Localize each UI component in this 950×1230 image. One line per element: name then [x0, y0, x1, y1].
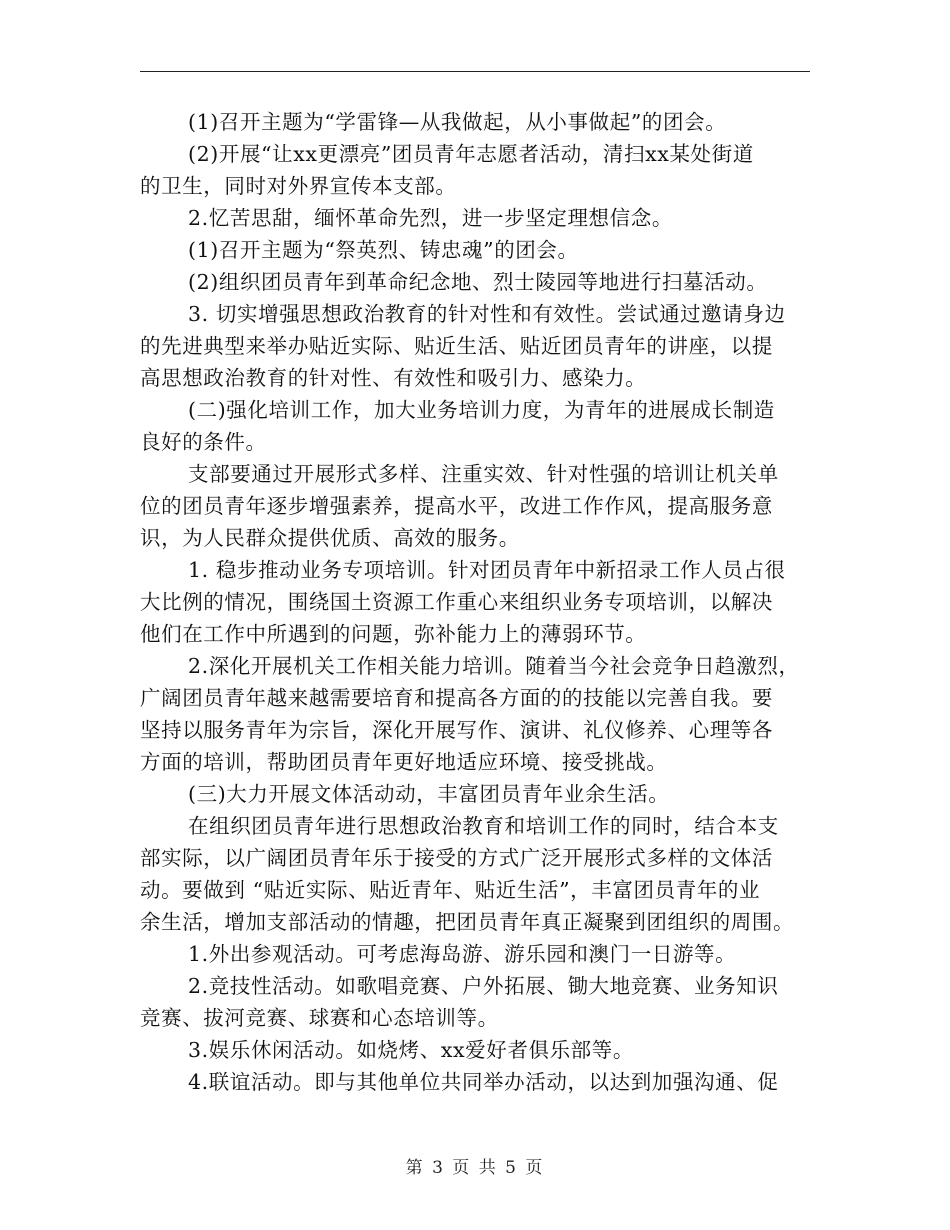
text-line: 2.忆苦思甜，缅怀革命先烈，进一步坚定理想信念。 [188, 206, 673, 230]
text-line: 大比例的情况，围绕国土资源工作重心来组织业务专项培训，以解决 [140, 590, 773, 614]
text-line: 2.深化开展机关工作相关能力培训。随着当今社会竞争日趋激烈， [188, 654, 800, 678]
text-line: 部实际，以广阔团员青年乐于接受的方式广泛开展形式多样的文体活 [140, 846, 773, 870]
text-line: 在组织团员青年进行思想政治教育和培训工作的同时，结合本支 [188, 814, 779, 838]
text-line: 的先进典型来举办贴近实际、贴近生活、贴近团员青年的讲座，以提 [140, 334, 773, 358]
text-line: 他们在工作中所遇到的问题，弥补能力上的薄弱环节。 [140, 622, 647, 646]
text-line: 支部要通过开展形式多样、注重实效、针对性强的培训让机关单 [188, 462, 779, 486]
document-body [140, 106, 812, 1098]
text-line: 的卫生，同时对外界宣传本支部。 [140, 174, 457, 198]
text-line: (1)召开主题为“祭英烈、铸忠魂”的团会。 [188, 238, 579, 262]
page-number-footer: 第 3 页 共 5 页 [405, 1158, 545, 1178]
header-rule [140, 71, 810, 72]
text-line: 方面的培训，帮助团员青年更好地适应环境、接受挑战。 [140, 750, 668, 774]
text-line: 广阔团员青年越来越需要培育和提高各方面的的技能以完善自我。要 [140, 686, 773, 710]
text-line: 3. 切实增强思想政治教育的针对性和有效性。尝试通过邀请身边 [188, 302, 786, 326]
text-line: (二)强化培训工作，加大业务培训力度，为青年的进展成长制造 [188, 398, 775, 422]
text-line: 竞赛、拔河竞赛、球赛和心态培训等。 [140, 1006, 499, 1030]
text-line: 动。要做到 “贴近实际、贴近青年、贴近生活”，丰富团员青年的业 [140, 878, 761, 902]
text-line: (1)召开主题为“学雷锋—从我做起，从小事做起”的团会。 [188, 110, 727, 134]
text-line: 良好的条件。 [140, 430, 267, 454]
text-line: (2)开展“让xx更漂亮”团员青年志愿者活动，清扫xx某处街道 [188, 142, 754, 166]
text-line: 1.外出参观活动。可考虑海岛游、游乐园和澳门一日游等。 [188, 942, 737, 966]
text-line: 余生活，增加支部活动的情趣，把团员青年真正凝聚到团组织的周围。 [140, 910, 795, 934]
text-line: 坚持以服务青年为宗旨，深化开展写作、演讲、礼仪修养、心理等各 [140, 718, 773, 742]
text-line: 识，为人民群众提供优质、高效的服务。 [140, 526, 520, 550]
text-line: (三)大力开展文体活动动，丰富团员青年业余生活。 [188, 782, 670, 806]
text-line: 3.娱乐休闲活动。如烧烤、xx爱好者俱乐部等。 [188, 1038, 634, 1062]
text-line: 1. 稳步推动业务专项培训。针对团员青年中新招录工作人员占很 [188, 558, 786, 582]
text-line: (2)组织团员青年到革命纪念地、烈士陵园等地进行扫墓活动。 [188, 270, 768, 294]
text-line: 4.联谊活动。即与其他单位共同举办活动，以达到加强沟通、促 [188, 1070, 779, 1094]
text-line: 高思想政治教育的针对性、有效性和吸引力、感染力。 [140, 366, 647, 390]
text-line: 位的团员青年逐步增强素养，提高水平，改进工作作风，提高服务意 [140, 494, 773, 518]
text-line: 2.竞技性活动。如歌唱竞赛、户外拓展、锄大地竞赛、业务知识 [188, 974, 779, 998]
